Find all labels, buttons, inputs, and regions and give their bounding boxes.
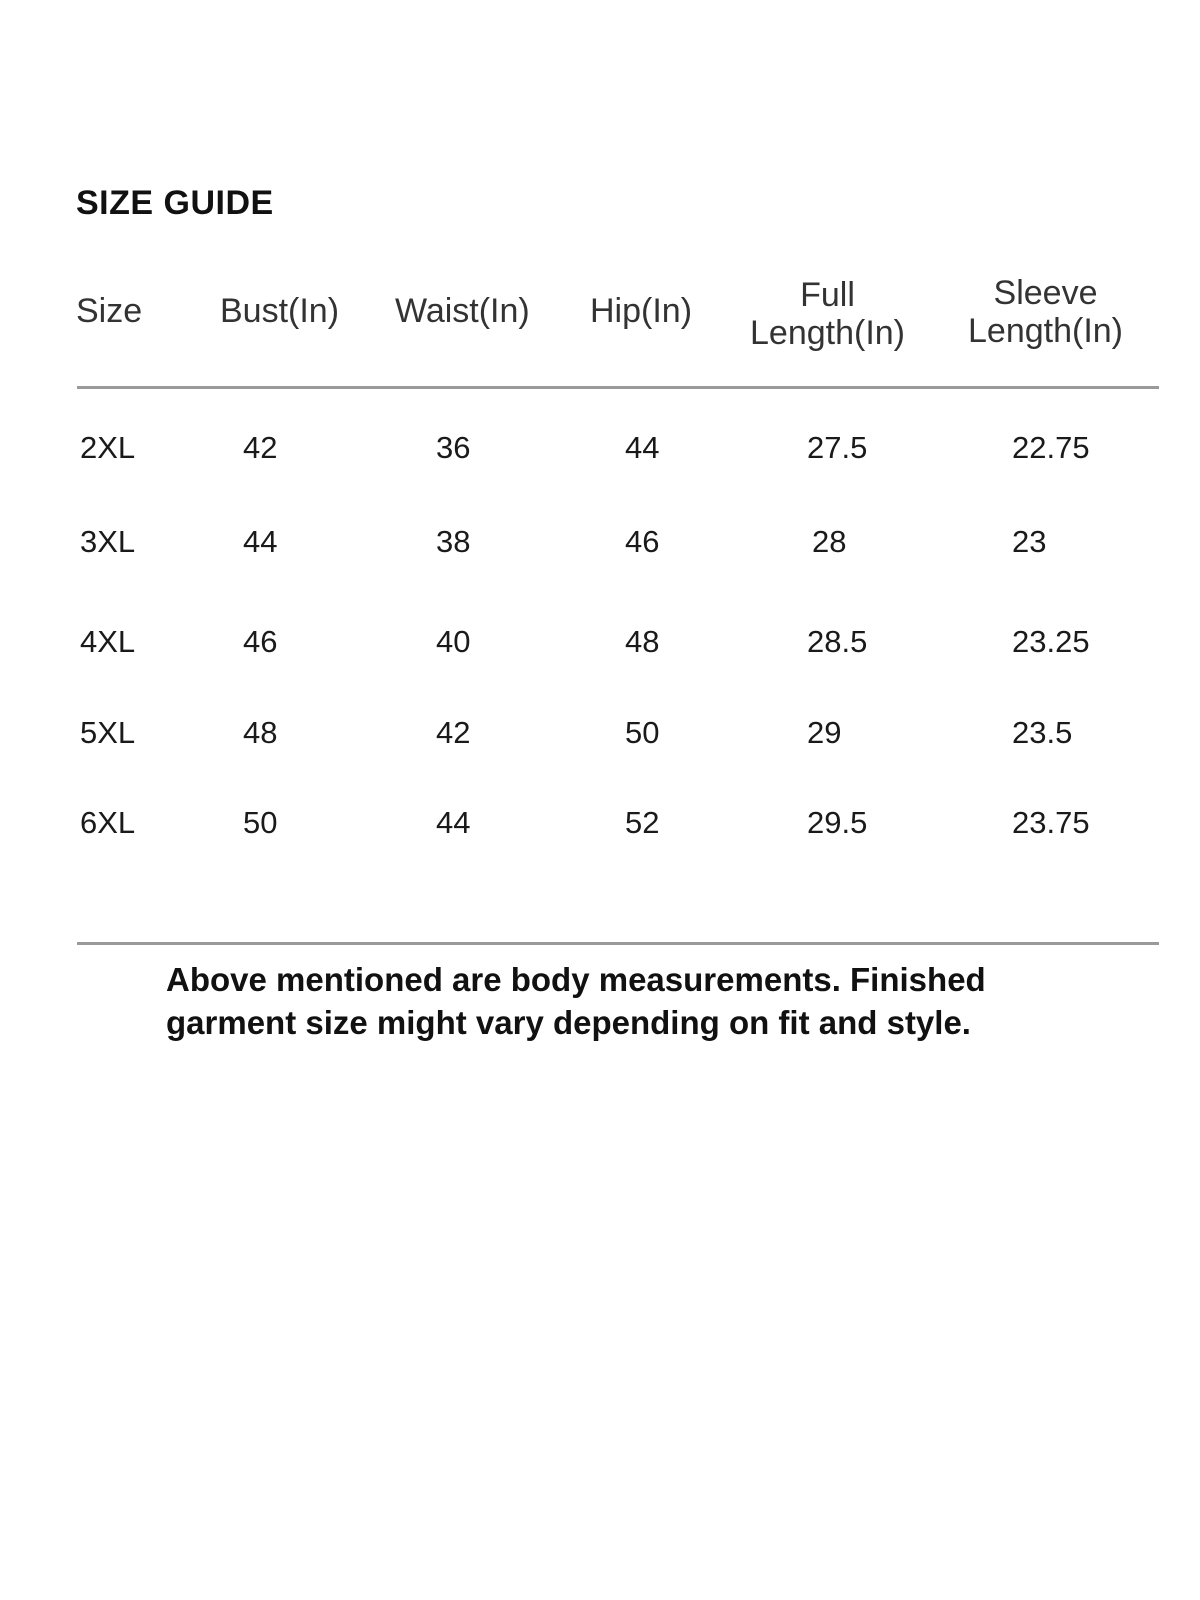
header-waist: Waist(In) [395,292,530,330]
table-header [0,274,1200,370]
cell-bust: 50 [243,805,278,840]
cell-full-length: 29 [807,715,842,750]
header-hip: Hip(In) [590,292,693,330]
cell-sleeve-length: 23.5 [1012,715,1073,750]
table-row [0,624,1200,664]
table-row [0,524,1200,564]
header-full-length-line1: Full [800,276,855,314]
header-full-length-line2: Length(In) [750,314,905,352]
cell-sleeve-length: 23.25 [1012,624,1090,659]
cell-waist: 42 [436,715,471,750]
header-sleeve-length [968,274,1123,350]
cell-sleeve-length: 23.75 [1012,805,1090,840]
cell-full-length: 28 [812,524,847,559]
cell-hip: 44 [625,430,660,465]
header-sleeve-length-line2: Length(In) [968,312,1123,350]
cell-bust: 46 [243,624,278,659]
cell-hip: 50 [625,715,660,750]
table-row [0,430,1200,470]
header-divider [77,386,1159,389]
measurement-note-line2: garment size might vary depending on fit and style. [166,1004,971,1041]
footer-divider [77,942,1159,945]
cell-full-length: 27.5 [807,430,868,465]
cell-sleeve-length: 23 [1012,524,1047,559]
cell-size: 6XL [80,805,136,840]
cell-size: 4XL [80,624,136,659]
cell-hip: 46 [625,524,660,559]
page-title: SIZE GUIDE [76,184,274,222]
measurement-note [166,958,1116,1044]
cell-full-length: 28.5 [807,624,868,659]
header-bust: Bust(In) [220,292,340,330]
cell-waist: 38 [436,524,471,559]
cell-full-length: 29.5 [807,805,868,840]
cell-hip: 52 [625,805,660,840]
cell-bust: 48 [243,715,278,750]
table-row [0,805,1200,845]
cell-size: 3XL [80,524,136,559]
cell-waist: 44 [436,805,471,840]
cell-sleeve-length: 22.75 [1012,430,1090,465]
cell-size: 2XL [80,430,136,465]
header-sleeve-length-line1: Sleeve [993,274,1098,312]
cell-bust: 44 [243,524,278,559]
cell-waist: 40 [436,624,471,659]
cell-bust: 42 [243,430,278,465]
table-row [0,715,1200,755]
header-full-length [750,276,905,352]
measurement-note-line1: Above mentioned are body measurements. Finished [166,961,986,998]
cell-hip: 48 [625,624,660,659]
cell-waist: 36 [436,430,471,465]
header-size: Size [76,292,143,330]
cell-size: 5XL [80,715,136,750]
